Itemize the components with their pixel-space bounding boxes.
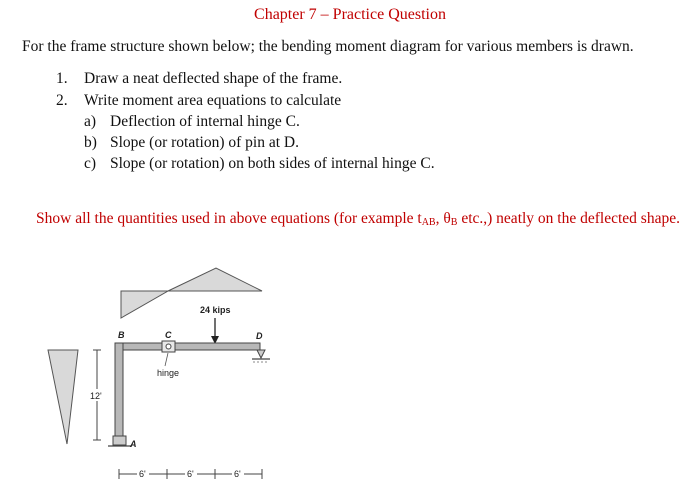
column-ab — [115, 343, 123, 443]
load-label: 24 kips — [200, 305, 231, 315]
task-text: Draw a neat deflected shape of the frame. — [84, 70, 343, 87]
beam-moment-diagram-right — [168, 268, 262, 291]
subtask-text: Slope (or rotation) on both sides of internal hinge C. — [110, 155, 435, 172]
note-part-3: etc.,) neatly on the deflected shape. — [457, 210, 680, 227]
span-label-1: 6' — [139, 469, 146, 479]
column-moment-diagram — [48, 350, 78, 444]
task-number: 2. — [56, 92, 68, 109]
support-a — [113, 436, 126, 445]
note-subscript-ab: AB — [421, 217, 436, 228]
task-number: 1. — [56, 70, 68, 87]
label-d: D — [256, 331, 263, 341]
span-label-3: 6' — [234, 469, 241, 479]
hinge-leader — [165, 353, 168, 366]
beam-cd — [175, 343, 260, 350]
intro-text: For the frame structure shown below; the bending moment diagram for various members is drawn. — [22, 38, 634, 55]
subtask-letter: c) — [84, 155, 97, 172]
task-text: Write moment area equations to calculate — [84, 92, 342, 109]
subtask-text: Slope (or rotation) of pin at D. — [110, 134, 299, 151]
label-c: C — [165, 330, 172, 340]
label-b: B — [118, 330, 125, 340]
page-title: Chapter 7 – Practice Question — [254, 6, 446, 23]
subtask-letter: b) — [84, 134, 97, 151]
hinge-pin-icon — [166, 344, 171, 349]
note-part-2: , θ — [435, 210, 451, 227]
subtask-text: Deflection of internal hinge C. — [110, 113, 300, 130]
beam-moment-diagram-left — [121, 291, 168, 318]
hinge-label: hinge — [157, 368, 180, 378]
note-subscript-b: B — [450, 217, 458, 228]
height-label: 12' — [90, 391, 102, 401]
note-part-1: Show all the quantities used in above equations (for example t — [36, 210, 422, 227]
pin-support-d — [257, 350, 265, 358]
span-label-2: 6' — [187, 469, 194, 479]
label-a: A — [130, 439, 137, 449]
subtask-letter: a) — [84, 113, 97, 130]
